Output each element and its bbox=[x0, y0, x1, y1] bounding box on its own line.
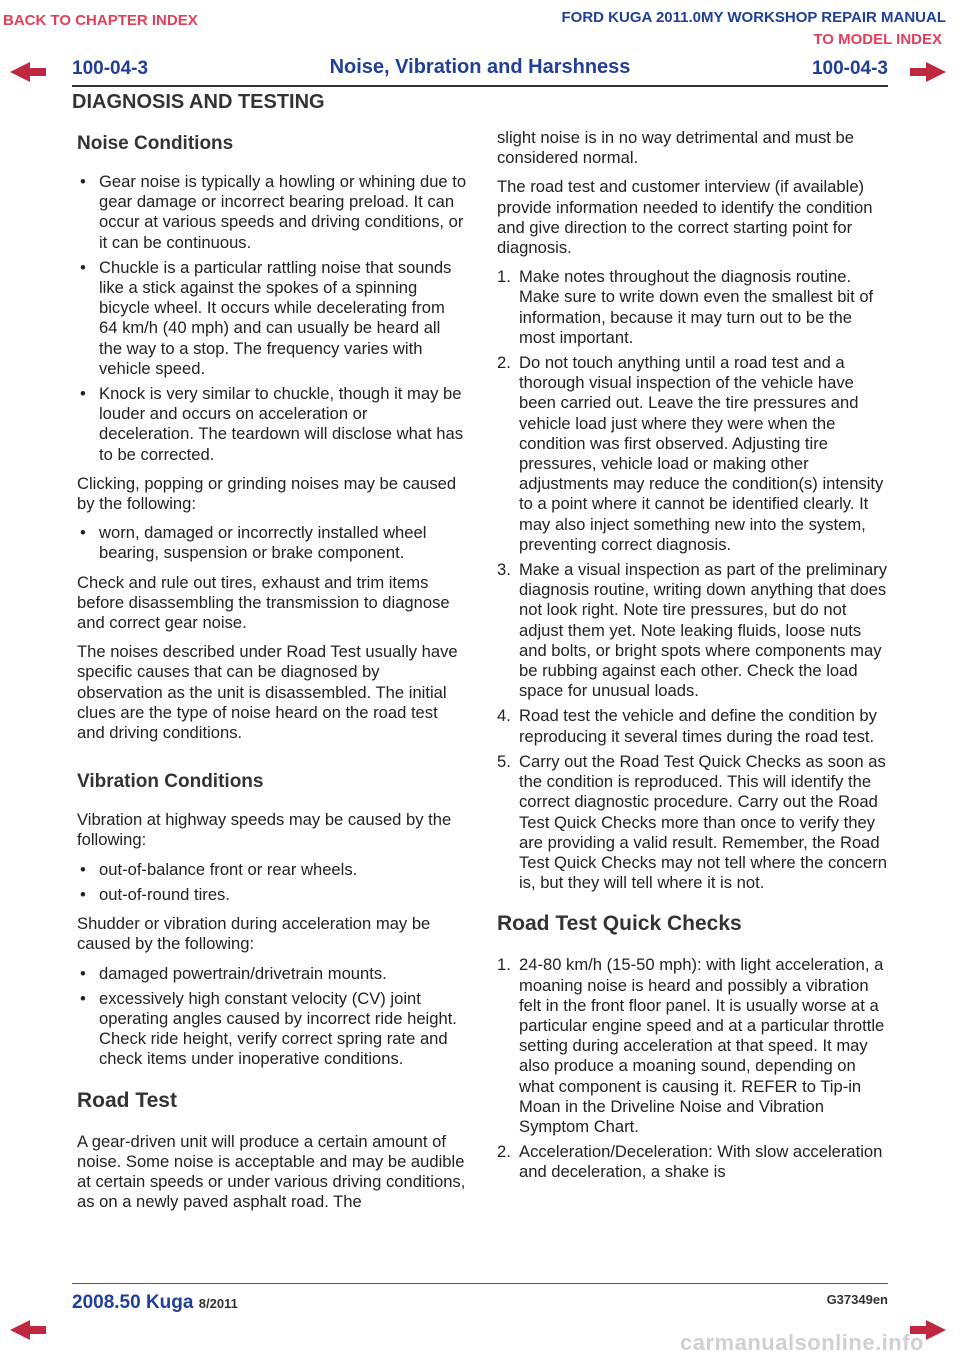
list-item bbox=[497, 706, 887, 746]
document-code: G37349en bbox=[826, 1292, 888, 1307]
step-text: Acceleration/Deceleration: With slow acceleration and deceleration, a shake is bbox=[519, 1142, 883, 1182]
manual-title: FORD KUGA 2011.0MY WORKSHOP REPAIR MANUAL bbox=[561, 9, 946, 26]
footer-model-name: 2008.50 Kuga bbox=[72, 1292, 194, 1313]
step-text: Carry out the Road Test Quick Checks as soon as the condition is reproduced. This will identify the correct diagnostic procedure. Carry out the Road Test Quick Checks more than once to verify they are providing a valid result. Remember, the Road Test Quick Checks may not tell where the concern is, but they will tell where it is not. bbox=[519, 751, 887, 893]
left-column bbox=[77, 128, 467, 1221]
clicking-paragraph: Clicking, popping or grinding noises may be caused by the following: bbox=[77, 473, 457, 514]
step-number: 2. bbox=[497, 353, 511, 373]
step-text: Make notes throughout the diagnosis routine. Make sure to write down even the smallest bit of information, because it may turn out to be the most important. bbox=[519, 267, 874, 347]
step-text: Road test the vehicle and define the condition by reproducing it several times during the road test. bbox=[519, 706, 877, 746]
step-text: Do not touch anything until a road test and a thorough visual inspection of the vehicle have been carried out. Leave the tire pressures and vehicle load just where they were when the condition was first observed. Adjusting tire pressures, vehicle load or making other adjustments may reduce the condition(s) intensity to a point where it cannot be identified clearly. It may also inject something new into the system, preventing correct diagnosis. bbox=[519, 353, 884, 554]
section-title: DIAGNOSIS AND TESTING bbox=[72, 91, 325, 113]
step-number: 2. bbox=[497, 1142, 511, 1162]
list-item: • out-of-round tires. bbox=[77, 885, 467, 905]
page-number-left: 100-04-3 bbox=[72, 58, 149, 79]
noise-conditions-heading: Noise Conditions bbox=[77, 133, 234, 154]
step-number: 1. bbox=[497, 955, 511, 975]
footer-date: 8/2011 bbox=[198, 1296, 238, 1311]
previous-page-arrow-icon[interactable] bbox=[8, 1318, 48, 1342]
footer-rule bbox=[72, 1283, 888, 1284]
list-item bbox=[497, 560, 887, 701]
noise-bullets bbox=[77, 172, 467, 465]
road-test-paragraph: A gear-driven unit will produce a certain amount of noise. Some noise is acceptable and may be audible at certain speeds or under various driving conditions, as on a newly paved asphalt road. The bbox=[77, 1131, 466, 1212]
clicking-bullets bbox=[77, 523, 467, 563]
step-number: 5. bbox=[497, 751, 511, 771]
step-number: 1. bbox=[497, 267, 511, 287]
road-test-quick-checks-heading: Road Test Quick Checks bbox=[497, 912, 742, 936]
page-number-right: 100-04-3 bbox=[811, 58, 888, 79]
continued-paragraph: slight noise is in no way detrimental and must be considered normal. bbox=[497, 128, 854, 168]
check-paragraph: Check and rule out tires, exhaust and trim items before disassembling the transmission to diagnose and correct gear noise. bbox=[77, 572, 450, 633]
watermark: carmanualsonline.info bbox=[680, 1330, 924, 1355]
step-number: 4. bbox=[497, 706, 511, 726]
list-item: • damaged powertrain/drivetrain mounts. bbox=[77, 964, 467, 984]
noises-paragraph: The noises described under Road Test usually have specific causes that can be diagnosed by observation as the unit is disassembled. The initial clues are the type of noise heard on the road test and driving conditions. bbox=[77, 642, 458, 743]
shudder-bullets bbox=[77, 964, 467, 1070]
road-test-heading: Road Test bbox=[77, 1088, 177, 1112]
diagnosis-steps bbox=[497, 267, 887, 893]
right-column bbox=[497, 128, 887, 1192]
quick-check-steps bbox=[497, 955, 887, 1182]
vibration-paragraph: Vibration at highway speeds may be caused by the following: bbox=[77, 810, 452, 850]
list-item: • Gear noise is typically a howling or whining due to gear damage or incorrect bearing preload. It can occur at various speeds and driving conditions, or it can be continuous. bbox=[77, 172, 467, 253]
footer-model bbox=[72, 1292, 238, 1314]
list-item bbox=[497, 267, 887, 348]
back-to-chapter-index-link[interactable]: BACK TO CHAPTER INDEX bbox=[3, 12, 198, 29]
list-item: • excessively high constant velocity (CV) joint operating angles caused by incorrect ride height. Check ride height, verify correct spring rate and check items under inoperative conditions. bbox=[77, 989, 467, 1070]
list-item: • worn, damaged or incorrectly installed wheel bearing, suspension or brake component. bbox=[77, 523, 467, 563]
page-title: Noise, Vibration and Harshness bbox=[329, 56, 631, 78]
step-text: 24-80 km/h (15-50 mph): with light acceleration, a moaning noise is heard and possibly a vibration felt in the front floor panel. It is usually worse at a particular engine speed and at a particular throttle setting during acceleration at that speed. It may also produce a moaning sound, depending on what component is causing it. REFER to Tip-in Moan in the Driveline Noise and Vibration Symptom Chart. bbox=[519, 955, 885, 1136]
list-item: • Knock is very similar to chuckle, though it may be louder and occurs on acceleration or deceleration. The teardown will disclose what has to be corrected. bbox=[77, 384, 467, 465]
list-item bbox=[497, 353, 887, 555]
list-item bbox=[497, 752, 887, 893]
interview-paragraph: The road test and customer interview (if available) provide information needed to identify the condition and give direction to the correct starting point for diagnosis. bbox=[497, 177, 873, 258]
vibration-conditions-heading: Vibration Conditions bbox=[77, 771, 264, 793]
shudder-paragraph: Shudder or vibration during acceleration may be caused by the following: bbox=[77, 914, 431, 954]
list-item: • Chuckle is a particular rattling noise that sounds like a stick against the spokes of a spinning bicycle wheel. It occurs while decelerating from 64 km/h (40 mph) and can usually be heard all the way to a stop. The frequency varies with vehicle speed. bbox=[77, 258, 467, 379]
step-text: Make a visual inspection as part of the preliminary diagnosis routine, writing down anything that does not look right. Note tire pressures, but do not adjust them yet. Note leaking fluids, loose nuts and bolts, or bright spots where components may be rubbing against each other. Check the load space for unusual loads. bbox=[519, 560, 888, 701]
list-item bbox=[497, 1142, 887, 1182]
list-item bbox=[497, 955, 887, 1137]
list-item: • out-of-balance front or rear wheels. bbox=[77, 860, 467, 880]
step-number: 3. bbox=[497, 560, 511, 580]
header-rule bbox=[72, 85, 888, 87]
vibration-bullets bbox=[77, 860, 467, 905]
to-model-index-link[interactable]: TO MODEL INDEX bbox=[813, 31, 942, 48]
